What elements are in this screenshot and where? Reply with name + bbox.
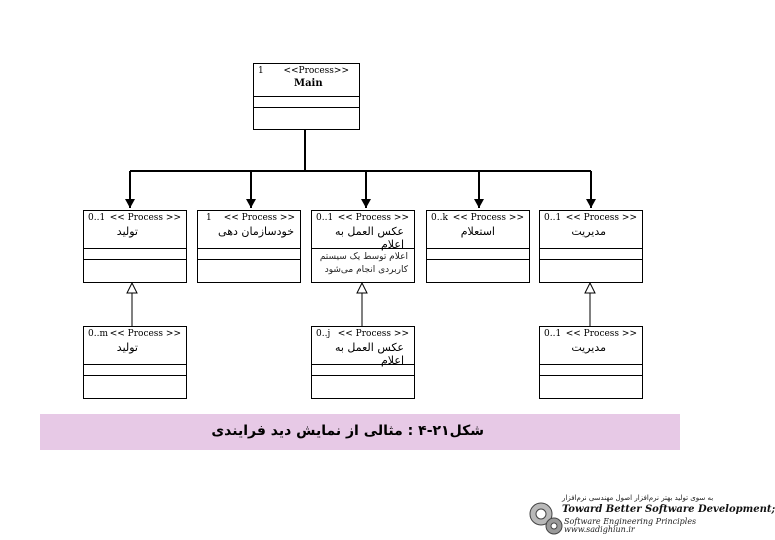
attributes-compartment xyxy=(540,365,642,376)
box-header xyxy=(540,211,642,249)
box-header xyxy=(540,327,642,365)
multiplicity: 0..k xyxy=(431,213,448,223)
stereotype: << Process >> xyxy=(337,213,409,223)
generalization-triangle-3 xyxy=(585,283,595,293)
process-name: تولید xyxy=(116,225,138,238)
attributes-compartment xyxy=(312,365,414,376)
logo-subtitle: Software Engineering Principles xyxy=(564,517,697,526)
multiplicity: 0..1 xyxy=(544,213,562,223)
attributes-compartment xyxy=(427,249,529,260)
publisher-logo xyxy=(528,494,775,538)
note-line: اعلام توسط یک سیستم xyxy=(319,252,408,262)
gears-icon xyxy=(528,500,564,536)
note-compartment xyxy=(312,249,414,282)
process-name: مدیریت xyxy=(571,225,606,238)
process-box-tolid xyxy=(83,210,187,283)
generalization-triangle-1 xyxy=(127,283,137,293)
box-header xyxy=(312,211,414,249)
stereotype: << Process >> xyxy=(565,213,637,223)
process-box-management-sub xyxy=(539,326,643,399)
multiplicity: 0..m xyxy=(88,329,108,339)
multiplicity: 0..1 xyxy=(544,329,562,339)
generalization-triangle-2 xyxy=(357,283,367,293)
multiplicity: 1 xyxy=(258,66,264,76)
caption-band xyxy=(40,414,680,450)
process-name: عکس العمل به اعلام xyxy=(334,225,404,251)
attributes-compartment xyxy=(198,249,300,260)
figure-caption: شکل۲۱-۴ : مثالی از نمایش دید فرایندی xyxy=(211,423,484,439)
stereotype: << Process >> xyxy=(452,213,524,223)
box-header xyxy=(427,211,529,249)
process-name: تولید xyxy=(116,341,138,354)
process-box-management xyxy=(539,210,643,283)
process-box-self-organization xyxy=(197,210,301,283)
main-process-box xyxy=(253,63,360,130)
stereotype: << Process >> xyxy=(337,329,409,339)
process-box-inquiry xyxy=(426,210,530,283)
process-box-tolid-sub xyxy=(83,326,187,399)
box-header xyxy=(84,211,186,249)
process-box-alarm-response xyxy=(311,210,415,283)
process-name: مدیریت xyxy=(571,341,606,354)
process-name: Main xyxy=(294,78,323,89)
process-box-alarm-response-sub xyxy=(311,326,415,399)
stereotype: <<Process>> xyxy=(283,66,349,76)
stereotype: << Process >> xyxy=(565,329,637,339)
stereotype: << Process >> xyxy=(109,213,181,223)
multiplicity: 0..1 xyxy=(88,213,106,223)
process-name: خودسازمان دهی xyxy=(218,225,294,238)
box-header xyxy=(312,327,414,365)
process-name: استعلام xyxy=(460,225,495,238)
logo-website: www.sadighiun.ir xyxy=(564,525,635,534)
stereotype: << Process >> xyxy=(109,329,181,339)
multiplicity: 0..j xyxy=(316,329,331,339)
attributes-compartment xyxy=(84,249,186,260)
process-name: عکس العمل به اعلام xyxy=(334,341,404,367)
process-note xyxy=(316,251,408,277)
logo-persian-title: به سوی تولید بهتر نرم‌افزار اصول مهندسی نرم‌افزار xyxy=(562,494,714,502)
main-header xyxy=(254,64,359,97)
multiplicity: 0..1 xyxy=(316,213,334,223)
attributes-compartment xyxy=(540,249,642,260)
note-line: کاربردی انجام می‌شود xyxy=(324,265,408,275)
logo-english-title: Toward Better Software Development; xyxy=(562,504,775,515)
box-header xyxy=(198,211,300,249)
multiplicity: 1 xyxy=(206,213,212,223)
stereotype: << Process >> xyxy=(223,213,295,223)
attributes-compartment xyxy=(254,97,359,108)
attributes-compartment xyxy=(84,365,186,376)
box-header xyxy=(84,327,186,365)
